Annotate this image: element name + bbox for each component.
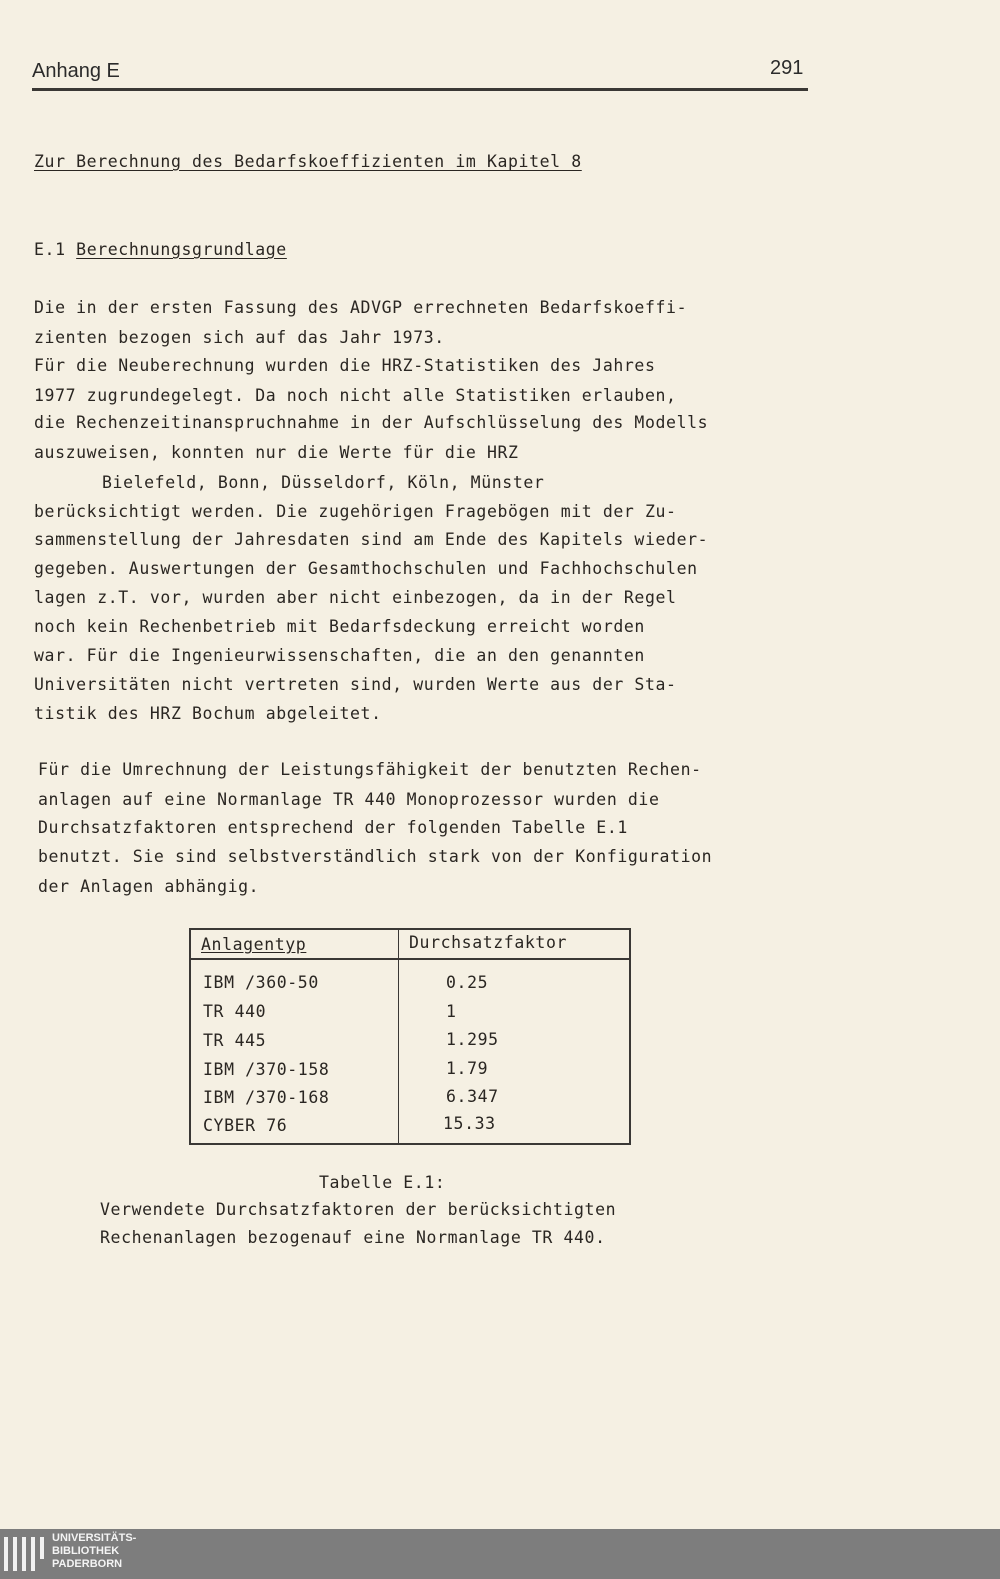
section-number: E.1 bbox=[34, 240, 66, 259]
text-line: noch kein Rechenbetrieb mit Bedarfsdeckung erreicht worden bbox=[34, 617, 645, 636]
text-line: die Rechenzeitinanspruchnahme in der Aufschlüsselung des Modells bbox=[34, 413, 709, 432]
table-header-rule bbox=[191, 958, 629, 960]
table-cell-system: TR 440 bbox=[203, 1002, 267, 1021]
text-line: der Anlagen abhängig. bbox=[38, 877, 260, 896]
text-line: gegeben. Auswertungen der Gesamthochschulen und Fachhochschulen bbox=[34, 559, 698, 578]
text-line: benutzt. Sie sind selbstverständlich stark von der Konfiguration bbox=[38, 847, 713, 866]
text-line: sammenstellung der Jahresdaten sind am Ende des Kapitels wieder- bbox=[34, 530, 709, 549]
text-line: berücksichtigt werden. Die zugehörigen Fragebögen mit der Zu- bbox=[34, 502, 677, 521]
table-cell-factor: 1.295 bbox=[446, 1030, 499, 1049]
table-cell-system: IBM /370-168 bbox=[203, 1088, 330, 1107]
text-line: 1977 zugrundegelegt. Da noch nicht alle Statistiken erlauben, bbox=[34, 386, 677, 405]
table-cell-system: CYBER 76 bbox=[203, 1116, 288, 1135]
text-line: Universitäten nicht vertreten sind, wurden Werte aus der Sta- bbox=[34, 675, 677, 694]
library-name-line: UNIVERSITÄTS- bbox=[52, 1532, 137, 1544]
table-column-divider bbox=[398, 930, 399, 1143]
section-heading bbox=[34, 240, 287, 259]
text-line: zienten bezogen sich auf das Jahr 1973. bbox=[34, 328, 445, 347]
text-line: war. Für die Ingenieurwissenschaften, die an den genannten bbox=[34, 646, 645, 665]
text-line: Die in der ersten Fassung des ADVGP errechneten Bedarfskoeffi- bbox=[34, 298, 688, 317]
library-name bbox=[52, 1532, 136, 1571]
table-cell-factor: 6.347 bbox=[446, 1087, 499, 1106]
table-cell-system: IBM /370-158 bbox=[203, 1060, 330, 1079]
text-line: anlagen auf eine Normanlage TR 440 Monoprozessor wurden die bbox=[38, 790, 660, 809]
table-cell-factor: 15.33 bbox=[443, 1114, 496, 1133]
table-header-system: Anlagentyp bbox=[201, 935, 307, 954]
table-cell-system: TR 445 bbox=[203, 1031, 267, 1050]
header-rule bbox=[32, 88, 808, 91]
library-name-line: BIBLIOTHEK bbox=[52, 1545, 120, 1557]
text-line: Durchsatzfaktoren entsprechend der folgenden Tabelle E.1 bbox=[38, 818, 628, 837]
text-line: auszuweisen, konnten nur die Werte für die HRZ bbox=[34, 443, 519, 462]
text-line: lagen z.T. vor, wurden aber nicht einbezogen, da in der Regel bbox=[34, 588, 677, 607]
text-line: Für die Umrechnung der Leistungsfähigkeit der benutzten Rechen- bbox=[38, 760, 702, 779]
text-line: tistik des HRZ Bochum abgeleitet. bbox=[34, 704, 382, 723]
library-logo-icon bbox=[4, 1537, 48, 1571]
table-caption-label: Tabelle E.1: bbox=[319, 1173, 446, 1192]
library-name-line: PADERBORN bbox=[52, 1558, 123, 1570]
throughput-table bbox=[189, 928, 631, 1145]
table-header-factor: Durchsatzfaktor bbox=[409, 933, 568, 952]
table-cell-factor: 1 bbox=[446, 1002, 457, 1021]
text-line: Für die Neuberechnung wurden die HRZ-Statistiken des Jahres bbox=[34, 356, 656, 375]
table-cell-factor: 0.25 bbox=[446, 973, 489, 992]
table-cell-system: IBM /360-50 bbox=[203, 973, 319, 992]
table-caption-line: Rechenanlagen bezogenauf eine Normanlage TR 440. bbox=[100, 1228, 606, 1247]
table-caption-line: Verwendete Durchsatzfaktoren der berücksichtigten bbox=[100, 1200, 617, 1219]
running-head: Anhang E bbox=[32, 60, 120, 82]
chapter-title: Zur Berechnung des Bedarfskoeffizienten im Kapitel 8 bbox=[34, 152, 582, 171]
page-number: 291 bbox=[770, 57, 804, 79]
text-line: Bielefeld, Bonn, Düsseldorf, Köln, Münster bbox=[102, 473, 545, 492]
table-cell-factor: 1.79 bbox=[446, 1059, 489, 1078]
section-title: Berechnungsgrundlage bbox=[76, 240, 287, 259]
library-footer bbox=[0, 1529, 1000, 1579]
